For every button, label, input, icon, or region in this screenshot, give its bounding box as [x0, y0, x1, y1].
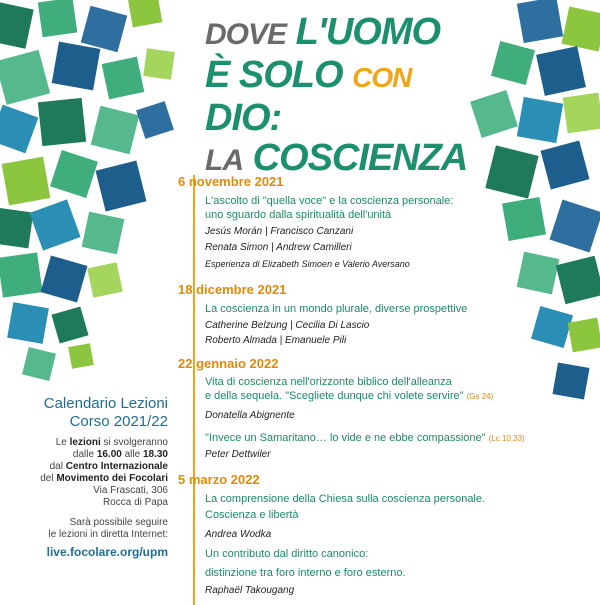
title-word: DIO: — [205, 97, 282, 139]
lesson-title: La coscienza in un mondo plurale, diverse prospettive — [205, 303, 468, 315]
text-span: dalle — [72, 449, 97, 460]
lesson-title — [205, 431, 525, 446]
text-span: Centro Internazionale — [65, 461, 168, 472]
calendar-info — [6, 395, 168, 559]
title-word: LA — [205, 144, 243, 177]
lesson-title-text: "Invece un Samaritano… lo vide e ne ebbe compassione" — [205, 432, 486, 444]
text-span: lezioni — [69, 437, 101, 448]
lesson-speakers: Catherine Belzung | Cecilia Di Lascio — [205, 320, 370, 331]
calendar-text: le lezioni in diretta Internet: — [48, 529, 168, 540]
lesson-speakers: Andrea Wodka — [205, 529, 272, 540]
lesson-title — [205, 389, 493, 404]
calendar-heading: Calendario Lezioni — [43, 395, 168, 412]
live-stream-link[interactable]: live.focolare.org/upm — [46, 545, 168, 559]
title-word: DOVE — [205, 18, 287, 51]
lesson-title: distinzione tra foro interno e foro esterno. — [205, 567, 406, 579]
lesson-speakers: Jesús Morán | Francisco Canzani — [205, 226, 354, 237]
text-span: dal — [49, 461, 66, 472]
calendar-address: Rocca di Papa — [102, 497, 168, 508]
bible-reference: (Lc 10,33) — [488, 434, 525, 443]
title-line-2 — [205, 55, 485, 138]
lesson-date: 18 dicembre 2021 — [178, 282, 287, 297]
bible-reference: (Gs 24) — [466, 392, 494, 401]
title-word: L'UOMO — [295, 11, 441, 53]
calendar-address: Via Frascati, 306 — [93, 485, 168, 496]
text-span: Le — [55, 437, 70, 448]
lesson-speakers: Renata Simon | Andrew Camilleri — [205, 242, 352, 253]
calendar-heading: Corso 2021/22 — [69, 413, 168, 430]
poster-title — [205, 12, 485, 181]
lesson-title: La comprensione della Chiesa sulla coscienza personale. — [205, 493, 486, 505]
calendar-text — [6, 449, 168, 461]
lesson-speakers: Roberto Almada | Emanuele Pili — [205, 335, 347, 346]
calendar-text — [6, 437, 168, 449]
lesson-date: 22 gennaio 2022 — [178, 356, 279, 371]
calendar-text — [6, 473, 168, 485]
lesson-title: L'ascolto di "quella voce" e la coscienza personale: — [205, 195, 454, 207]
text-span: 18.30 — [142, 449, 168, 460]
title-word: CON — [352, 62, 412, 93]
lesson-title: Vita di coscienza nell'orizzonte biblico dell'alleanza — [205, 376, 452, 388]
left-mosaic-tiles — [0, 0, 175, 381]
lesson-speakers: Esperienza di Elizabeth Simoen e Valerio Aversano — [205, 259, 410, 269]
lesson-date: 5 marzo 2022 — [178, 472, 260, 487]
lesson-title: uno sguardo dalla spiritualità dell'unità — [205, 209, 392, 221]
text-span: 16.00 — [96, 449, 122, 460]
title-word: COSCIENZA — [252, 137, 468, 179]
title-line-1 — [205, 12, 485, 55]
lesson-title-text: e della sequela. "Scegliete dunque chi volete servire" — [205, 390, 464, 402]
text-span: alle — [121, 449, 143, 460]
lesson-speakers: Raphaël Takougang — [205, 585, 295, 596]
right-mosaic-tiles — [470, 0, 600, 400]
timeline-divider — [193, 175, 195, 605]
lesson-title: Coscienza e libertà — [205, 509, 299, 521]
lesson-speakers: Donatella Abignente — [205, 410, 295, 421]
lesson-title: Un contributo dal diritto canonico: — [205, 548, 369, 560]
title-word: È SOLO — [205, 54, 343, 96]
calendar-text — [6, 461, 168, 473]
calendar-text: Sarà possibile seguire — [69, 517, 168, 528]
lesson-speakers: Peter Dettwiler — [205, 449, 271, 460]
text-span: Movimento dei Focolari — [56, 473, 168, 484]
text-span: si svolgeranno — [100, 437, 168, 448]
text-span: del — [40, 473, 57, 484]
lesson-date: 6 novembre 2021 — [178, 174, 284, 189]
